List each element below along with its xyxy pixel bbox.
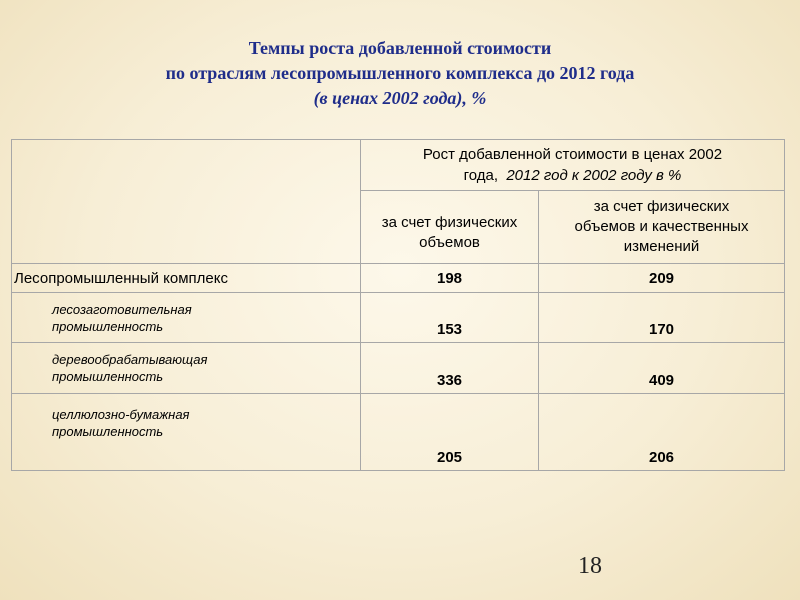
table-row: [12, 394, 785, 471]
title-line-1: Темпы роста добавленной стоимости: [248, 38, 552, 58]
row-value-quality: 209: [539, 264, 785, 293]
row-value-physical: 198: [361, 264, 539, 293]
header-col-physical-line-2: объемов: [419, 234, 480, 251]
row-value-quality: 206: [539, 394, 785, 471]
table-row: [12, 264, 785, 293]
header-growth-prefix: года,: [463, 167, 498, 184]
row-value-quality: 409: [539, 343, 785, 394]
row-label-line-1: целлюлозно-бумажная: [52, 407, 190, 422]
row-label: [12, 343, 361, 394]
row-label-line-2: промышленность: [52, 369, 164, 384]
page-number: 18: [578, 553, 602, 579]
header-growth-line-2: [361, 165, 784, 186]
header-col-quality-line-1: за счет физических: [593, 198, 730, 215]
row-value-quality: 170: [539, 293, 785, 343]
row-label: [12, 293, 361, 343]
row-label-line-2: промышленность: [52, 424, 164, 439]
header-empty-cell: [12, 140, 361, 264]
table-row: [12, 343, 785, 394]
header-col-quality-text: [575, 197, 749, 257]
header-col-quality-line-3: изменений: [623, 238, 700, 255]
header-col-physical-line-1: за счет физических: [381, 214, 518, 231]
row-label-line-1: лесозаготовительная: [52, 301, 192, 317]
table-row: [12, 293, 785, 343]
title-line-3: (в ценах 2002 года), %: [313, 88, 487, 108]
title-line-2: по отраслям лесопромышленного комплекса до 2012 года: [165, 63, 635, 83]
header-col-physical: [361, 191, 539, 264]
growth-table: [11, 139, 785, 471]
row-label: [12, 394, 361, 471]
row-value-physical: 153: [361, 293, 539, 343]
row-label-line-1: деревообрабатывающая: [52, 352, 208, 367]
slide-title: [0, 36, 800, 111]
header-growth-line-1: Рост добавленной стоимости в ценах 2002: [422, 146, 723, 163]
header-col-quality-line-2: объемов и качественных: [574, 218, 749, 235]
table-header-row-1: [12, 140, 785, 191]
row-label-line-2: промышленность: [52, 318, 164, 334]
header-growth-cell: [361, 140, 785, 191]
header-col-physical-text: [382, 201, 518, 253]
row-label: Лесопромышленный комплекс: [12, 264, 361, 293]
row-value-physical: 205: [361, 394, 539, 471]
row-value-physical: 336: [361, 343, 539, 394]
header-col-quality: [539, 191, 785, 264]
header-growth-italic: 2012 год к 2002 году в %: [506, 167, 682, 184]
